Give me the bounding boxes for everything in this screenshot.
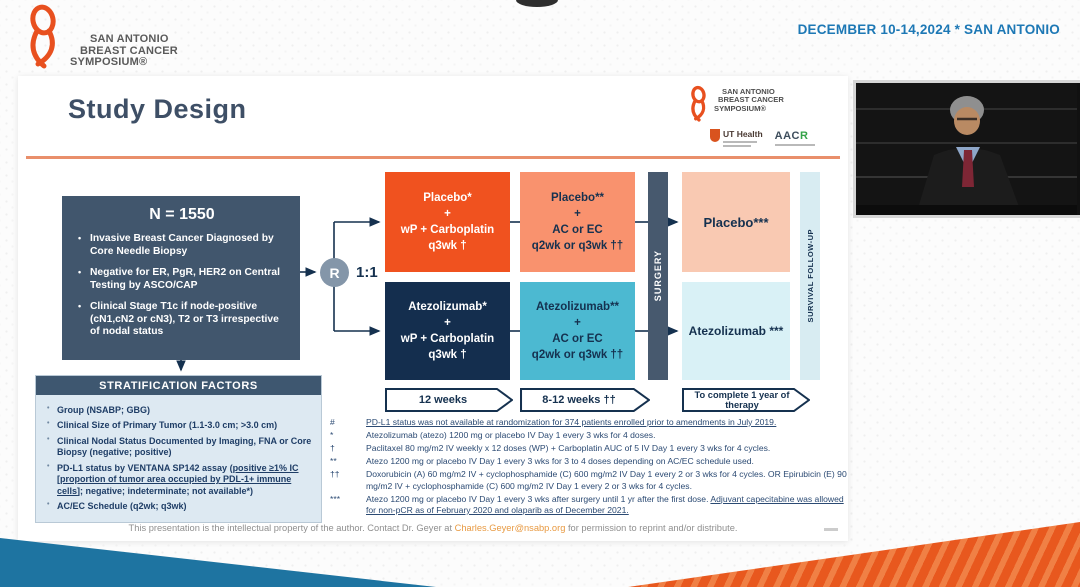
arm-line: + xyxy=(444,207,451,220)
arm-line: q2wk or q3wk †† xyxy=(531,349,624,362)
logo-line: SAN ANTONIO xyxy=(90,33,169,45)
logo-fine-print xyxy=(723,145,751,147)
enrollment-bullet: • Negative for ER, PgR, HER2 on Central Testing by ASCO/CAP xyxy=(76,267,288,292)
contact-email-link[interactable]: Charles.Geyer@nsabp.org xyxy=(454,523,566,533)
arm-line: q2wk or q3wk †† xyxy=(531,240,624,253)
arm-line: Placebo* xyxy=(423,191,472,204)
timeline-label: To complete 1 year of therapy xyxy=(694,389,790,410)
ribbon-icon xyxy=(24,4,64,70)
attribution-line xyxy=(18,523,848,533)
aacr-logo xyxy=(775,130,815,146)
footnote-row: * Atezolizumab (atezo) 1200 mg or placebo IV Day 1 every 3 wks for 4 doses. xyxy=(330,430,656,441)
timeline-label: 12 weeks xyxy=(418,394,468,406)
footnote-row: ** Atezo 1200 mg or placebo IV Day 1 every 3 wks for 3 to 4 doses depending on AC/EC schedule used. xyxy=(330,456,754,467)
event-date-text: DECEMBER 10-14,2024 * SAN ANTONIO xyxy=(797,22,1060,37)
randomization-badge: R xyxy=(320,258,349,287)
timeline-chevron-1 xyxy=(385,388,513,412)
aacr-label-r: R xyxy=(800,130,809,142)
arm-line: AC or EC xyxy=(552,333,603,345)
slide-logos xyxy=(688,84,818,147)
stratification-item: • Clinical Size of Primary Tumor (1.1-3.0 cm; >3.0 cm) xyxy=(44,420,313,431)
top-center-object xyxy=(516,0,558,7)
logo-fine-print xyxy=(723,141,757,143)
post-box-atezo: Atezolizumab *** xyxy=(682,282,790,380)
aacr-label: AAC xyxy=(774,130,801,142)
surgery-bar xyxy=(648,172,668,380)
logo-line: SYMPOSIUM® xyxy=(70,56,148,69)
ribbon-icon xyxy=(688,84,710,124)
arm-line: q3wk † xyxy=(428,240,467,253)
arm-line: AC or EC xyxy=(552,224,603,236)
footnotes xyxy=(330,417,856,518)
bottom-left-triangle xyxy=(0,538,436,587)
enrollment-bullet: • Invasive Breast Cancer Diagnosed by Core Needle Biopsy xyxy=(76,233,288,258)
stratification-box xyxy=(35,375,322,523)
arm-box-atezo-acec xyxy=(520,282,635,380)
logo-line: BREAST CANCER xyxy=(80,44,178,57)
arm-box-atezo-chemo xyxy=(385,282,510,380)
timeline-chevron-2 xyxy=(520,388,650,412)
ut-health-logo xyxy=(710,129,763,147)
stratification-item: • Group (NSABP; GBG) xyxy=(44,405,313,416)
randomization-ratio: 1:1 xyxy=(356,264,378,281)
title-divider xyxy=(26,156,840,159)
footnote-row: *** Atezo 1200 mg or placebo IV Day 1 every 3 wks after surgery until 1 yr after the first dose. Adjuvant capecitabine was allowed for non-pCR as of February 2020 and olaparib as of December 2021. xyxy=(330,493,844,516)
logo-fine-print xyxy=(775,144,815,146)
arm-line: wP + Carboplatin xyxy=(400,224,495,236)
surgery-label: SURGERY xyxy=(653,250,663,302)
footnote-row: # PD-L1 status was not available at randomization for 374 patients enrolled prior to amendments in July 2019. xyxy=(330,417,777,427)
speaker-video[interactable] xyxy=(853,80,1080,218)
arm-box-placebo-chemo xyxy=(385,172,510,272)
stratification-item: • Clinical Nodal Status Documented by Imaging, FNA or Core Biopsy (negative; positive) xyxy=(44,436,313,459)
speaker-figure xyxy=(856,83,1077,215)
stratification-item: • AC/EC Schedule (q2wk; q3wk) xyxy=(44,501,313,512)
attribution-text: for permission to reprint and/or distribute. xyxy=(565,523,738,533)
footnote-row: † Paclitaxel 80 mg/m2 IV weekly x 12 doses (WP) + Carboplatin AUC of 5 IV Day 1 every 3 wks for 4 cycles. xyxy=(330,443,771,454)
watermark-mark xyxy=(824,528,838,531)
sabcs-header-logo-text xyxy=(70,34,178,69)
logo-line: SYMPOSIUM® xyxy=(714,103,767,113)
attribution-text: This presentation is the intellectual property of the author. Contact Dr. Geyer at xyxy=(128,523,455,533)
stratification-header: STRATIFICATION FACTORS xyxy=(36,376,321,395)
survival-followup-label: SURVIVAL FOLLOW-UP xyxy=(805,229,815,323)
sabcs-slide-logo-text xyxy=(714,88,784,113)
slide-panel xyxy=(18,76,848,541)
footnote-row: †† Doxorubicin (A) 60 mg/m2 IV + cyclophosphamide (C) 600 mg/m2 IV Day 1 every 2 or 3 wks for 4 cycles. OR Epirubicin (E) 90 mg/m2 IV + cyclophosphamide (C) 600 mg/m2 IV Day 1 every 2 or 3 wks for 4 cycles. xyxy=(330,469,847,491)
logo-line: BREAST CANCER xyxy=(718,95,784,105)
timeline-chevron-3 xyxy=(682,388,810,412)
ut-shield-icon xyxy=(710,129,720,142)
ut-health-label: UT Health xyxy=(723,129,763,139)
survival-followup-bar xyxy=(800,172,820,380)
arm-box-placebo-acec xyxy=(520,172,635,272)
enrollment-box xyxy=(62,196,300,360)
enrollment-bullet: • Clinical Stage T1c if node-positive (cN1,cN2 or cN3), T2 or T3 irrespective of nodal status xyxy=(76,301,288,339)
enrollment-title: N = 1550 xyxy=(149,206,215,223)
arm-line: + xyxy=(574,207,581,220)
arm-line: Atezolizumab* xyxy=(408,300,487,313)
arm-line: wP + Carboplatin xyxy=(400,333,495,345)
arm-line: + xyxy=(574,316,581,329)
logo-line: SAN ANTONIO xyxy=(722,87,775,96)
arm-line: q3wk † xyxy=(428,349,467,362)
post-box-placebo: Placebo*** xyxy=(682,172,790,272)
slide-title: Study Design xyxy=(68,94,247,124)
timeline-label: 8-12 weeks †† xyxy=(542,394,616,406)
arm-line: Atezolizumab** xyxy=(535,300,620,313)
arm-line: Placebo** xyxy=(550,191,605,204)
sabcs-header-logo xyxy=(24,4,178,70)
stratification-item: • PD-L1 status by VENTANA SP142 assay (positive ≥1% IC [proportion of tumor area occupied by PDL-1+ immune cells]; negative; indeterminate; not available*) xyxy=(44,463,313,497)
arm-line: + xyxy=(444,316,451,329)
